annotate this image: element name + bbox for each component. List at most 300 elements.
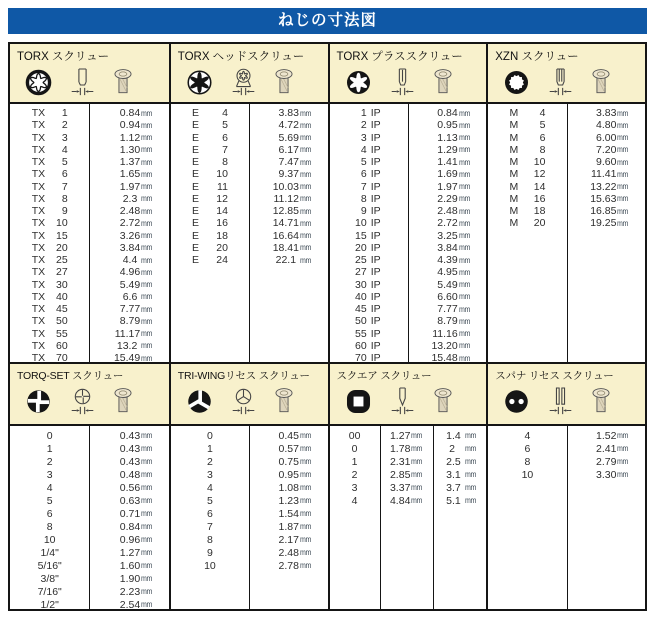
- dimension-number: 3.1: [446, 468, 464, 481]
- unit-label: mm: [141, 509, 153, 518]
- unit-label: mm: [299, 255, 311, 265]
- size-number: 10: [355, 217, 367, 230]
- unit-label: mm: [141, 145, 153, 155]
- dimension-value: [90, 533, 168, 546]
- size-suffix: IP: [370, 119, 381, 132]
- tri-wing-tip-diagram-icon: [230, 386, 257, 417]
- torq-set-screw-icon: [112, 387, 134, 416]
- unit-label: mm: [299, 444, 311, 453]
- unit-label: mm: [458, 341, 470, 351]
- size-number: 14: [216, 205, 228, 218]
- unit-label: mm: [299, 535, 311, 544]
- section-table: [10, 426, 169, 609]
- unit-label: mm: [617, 169, 629, 179]
- dimension-value: [90, 559, 168, 572]
- size-number: 40: [56, 290, 68, 303]
- dimension-number: 8.79: [119, 315, 141, 328]
- size-suffix: IP: [370, 290, 381, 303]
- dimension-number: 6.6: [122, 290, 141, 303]
- size-number: 8: [360, 192, 367, 205]
- unit-label: mm: [458, 182, 470, 192]
- unit-label: mm: [411, 483, 423, 492]
- dimension-number: 0.84: [119, 107, 141, 120]
- size-label: 1: [46, 442, 53, 455]
- dimension-value: [409, 193, 486, 205]
- dimension-number: 3.26: [119, 229, 141, 242]
- size-label: [171, 132, 249, 144]
- dimension-number: 1.97: [437, 180, 458, 193]
- unit-label: mm: [141, 292, 153, 302]
- size-prefix: E: [191, 205, 199, 218]
- size-label: 10: [521, 468, 534, 481]
- unit-label: mm: [411, 496, 423, 505]
- dimension-number: 1.54: [278, 507, 299, 520]
- dimension-value: [568, 119, 645, 131]
- size-label: 1/2": [40, 598, 59, 609]
- size-prefix: TX: [31, 217, 46, 230]
- size-prefix: TX: [31, 143, 46, 156]
- size-label: 5: [207, 494, 213, 507]
- size-number: 50: [355, 315, 367, 328]
- size-number: 10: [533, 156, 546, 169]
- tri-wing-recess-icon: [185, 387, 214, 416]
- section-icons: [10, 383, 169, 419]
- unit-label: mm: [299, 496, 311, 505]
- dimension-value: [250, 559, 327, 572]
- unit-label: mm: [458, 243, 470, 253]
- dimension-number: 6.00: [596, 131, 617, 144]
- dimension-value: [568, 132, 645, 144]
- size-number: 2: [61, 119, 68, 132]
- size-number: 6: [222, 131, 228, 144]
- unit-label: mm: [141, 182, 153, 192]
- torx-recess-icon: [24, 68, 53, 97]
- dimension-number: 4.72: [278, 119, 299, 132]
- torx-bit-diagram-icon: [69, 67, 96, 98]
- unit-label: mm: [299, 120, 311, 130]
- dimension-number: 7.77: [437, 303, 458, 316]
- dimension-value: [90, 266, 168, 278]
- size-number: 11: [217, 180, 228, 193]
- size-suffix: IP: [370, 192, 381, 205]
- dimension-value: [409, 266, 486, 278]
- size-number: 8: [222, 156, 228, 169]
- unit-label: mm: [141, 587, 153, 596]
- size-label: [330, 352, 408, 362]
- dimension-number: 7.47: [278, 156, 299, 169]
- dimension-number: 0.57: [278, 442, 299, 455]
- size-prefix: E: [191, 241, 199, 254]
- dimension-value: [90, 168, 168, 180]
- size-prefix: M: [509, 205, 519, 218]
- size-prefix: TX: [31, 229, 46, 242]
- size-label: [330, 303, 408, 315]
- unit-label: mm: [617, 145, 629, 155]
- dimension-number: 0.96: [119, 533, 141, 546]
- size-label: [330, 181, 408, 193]
- size-prefix: E: [191, 156, 199, 169]
- size-label: [10, 242, 89, 254]
- size-label: [488, 193, 566, 205]
- dimension-value: [90, 546, 168, 559]
- dimension-value: [250, 144, 327, 156]
- spanner-tip-diagram-icon: [547, 386, 574, 417]
- size-label: [10, 230, 89, 242]
- dimension-number: 0.95: [437, 119, 458, 132]
- size-label: 4: [207, 481, 213, 494]
- size-label: 5/16": [37, 559, 62, 572]
- torx-external-head-icon: [185, 68, 214, 97]
- dimension-number: 0.84: [437, 107, 458, 120]
- unit-label: mm: [141, 600, 153, 609]
- size-label: [330, 107, 408, 119]
- unit-label: mm: [617, 444, 629, 453]
- section-torx-plus: [328, 44, 487, 364]
- size-number: 10: [216, 168, 228, 181]
- unit-label: mm: [299, 145, 311, 155]
- unit-label: mm: [299, 457, 311, 466]
- dimension-value: [90, 291, 168, 303]
- dimension-value: [250, 193, 327, 205]
- dimension-value: [381, 442, 433, 455]
- size-suffix: IP: [370, 266, 381, 279]
- unit-label: mm: [141, 561, 153, 570]
- dimension-value: [568, 156, 645, 168]
- size-label: [10, 181, 89, 193]
- size-number: 16: [533, 192, 546, 205]
- unit-label: mm: [141, 108, 153, 118]
- size-label: [330, 279, 408, 291]
- dimension-value: [568, 205, 645, 217]
- dimension-value: [250, 494, 327, 507]
- dimension-value: [90, 193, 168, 205]
- size-number: 15: [56, 229, 68, 242]
- size-label: 10: [43, 533, 56, 546]
- dimension-value: [90, 119, 168, 131]
- dimension-value: [250, 205, 327, 217]
- dimension-value: [90, 303, 168, 315]
- unit-label: mm: [411, 470, 423, 479]
- size-prefix: TX: [31, 192, 46, 205]
- dimension-value: [250, 429, 327, 442]
- size-prefix: M: [509, 168, 519, 181]
- size-label: [330, 254, 408, 266]
- dimension-number: 1.4: [446, 429, 464, 442]
- dimension-number: 2.48: [278, 546, 299, 559]
- unit-label: mm: [617, 218, 629, 228]
- size-label: 7: [207, 520, 213, 533]
- size-number: 18: [216, 229, 228, 242]
- dimension-number: 10.03: [272, 180, 299, 193]
- section-table: [171, 104, 328, 362]
- size-prefix: E: [191, 217, 199, 230]
- size-label: [10, 144, 89, 156]
- dimension-value: [250, 107, 327, 119]
- size-label: [488, 144, 566, 156]
- dimension-value: [381, 429, 433, 442]
- page-title: ねじの寸法図: [8, 8, 647, 34]
- dimension-value: [90, 494, 168, 507]
- unit-label: mm: [299, 157, 311, 167]
- dimension-number: 13.22: [590, 180, 617, 193]
- dimension-number: 1.65: [119, 168, 141, 181]
- size-label: [10, 254, 89, 266]
- size-label: [171, 242, 249, 254]
- size-label: 9: [207, 546, 213, 559]
- unit-label: mm: [141, 496, 153, 505]
- dimension-number: 11.12: [273, 192, 299, 205]
- dimension-number: 15.49: [113, 352, 141, 362]
- dimension-number: 2.78: [278, 559, 299, 572]
- section-torx: [10, 44, 169, 364]
- dimension-value: [90, 315, 168, 327]
- size-label: [10, 315, 89, 327]
- square-recess-icon: [344, 387, 373, 416]
- size-label: [171, 144, 249, 156]
- dimension-number: 2.3: [122, 192, 141, 205]
- size-label: [488, 119, 566, 131]
- dimension-value: [250, 217, 327, 229]
- dimension-number: 9.37: [278, 168, 299, 181]
- size-label: 0: [351, 442, 358, 455]
- dimension-number: 0.95: [278, 468, 299, 481]
- dimension-number: 0.75: [278, 455, 299, 468]
- unit-label: mm: [141, 120, 153, 130]
- size-prefix: TX: [31, 205, 46, 218]
- dimension-value: [381, 494, 433, 507]
- size-number: 1: [360, 107, 367, 120]
- dimension-value: [409, 107, 486, 119]
- unit-label: mm: [458, 157, 470, 167]
- unit-label: mm: [617, 206, 629, 216]
- unit-label: mm: [458, 304, 470, 314]
- size-number: 5: [222, 119, 228, 132]
- dimension-number: 9.60: [596, 156, 617, 169]
- dimension-number: 2.48: [437, 205, 458, 218]
- size-prefix: E: [191, 143, 199, 156]
- size-prefix: TX: [31, 327, 46, 340]
- section-table: [10, 104, 169, 362]
- unit-label: mm: [458, 316, 470, 326]
- xzn-bit-diagram-icon: [547, 67, 574, 98]
- torx-head-screw-icon: [273, 68, 295, 97]
- size-label: [488, 181, 566, 193]
- unit-label: mm: [299, 561, 311, 570]
- dimension-value: [568, 455, 645, 468]
- dimension-number: 13.20: [431, 339, 458, 352]
- section-title: XZN スクリュー: [495, 51, 579, 63]
- dimension-number: 1.37: [119, 156, 141, 169]
- dimension-number: 2.48: [119, 205, 141, 218]
- unit-label: mm: [141, 329, 153, 339]
- size-number: 60: [355, 339, 367, 352]
- dimension-number: 5.1: [446, 494, 464, 507]
- unit-label: mm: [299, 182, 311, 192]
- size-number: 2: [360, 119, 367, 132]
- dimension-value: [90, 572, 168, 585]
- dimension-number: 0.45: [278, 429, 299, 442]
- size-label: 2: [46, 455, 53, 468]
- size-suffix: IP: [370, 278, 381, 291]
- size-label: [10, 107, 89, 119]
- dimension-value: [90, 107, 168, 119]
- size-label: [330, 291, 408, 303]
- dimension-value: [250, 468, 327, 481]
- size-prefix: E: [191, 254, 199, 267]
- dimension-number: 2.29: [437, 192, 458, 205]
- unit-label: mm: [458, 194, 470, 204]
- dimension-number: 2.31: [389, 455, 411, 468]
- dimension-value: [568, 468, 645, 481]
- dimension-value: [250, 156, 327, 168]
- size-label: [10, 291, 89, 303]
- size-prefix: TX: [31, 303, 46, 316]
- size-label: [330, 119, 408, 131]
- size-label: [171, 205, 249, 217]
- size-number: 4: [61, 143, 68, 156]
- size-number: 55: [56, 327, 68, 340]
- spanner-screw-icon: [590, 387, 612, 416]
- size-label: 00: [348, 429, 361, 442]
- size-label: 4: [351, 494, 358, 507]
- dimension-value: [381, 468, 433, 481]
- unit-label: mm: [464, 470, 476, 479]
- size-number: 7: [61, 180, 68, 193]
- section-header: [171, 44, 328, 104]
- size-number: 3: [360, 131, 367, 144]
- unit-label: mm: [458, 267, 470, 277]
- dimension-number: 2.72: [119, 217, 141, 230]
- dimension-number: 3.84: [119, 241, 141, 254]
- size-label: [10, 168, 89, 180]
- unit-label: mm: [299, 218, 311, 228]
- size-label: 0: [46, 429, 53, 442]
- dimension-value: [250, 254, 327, 266]
- section-spanner: [486, 364, 645, 609]
- unit-label: mm: [617, 470, 629, 479]
- unit-label: mm: [617, 133, 629, 143]
- size-prefix: TX: [31, 180, 46, 193]
- size-prefix: TX: [31, 168, 46, 181]
- dimension-value: [90, 132, 168, 144]
- dimension-value: [90, 442, 168, 455]
- dimension-number: 2.41: [596, 442, 617, 455]
- size-label: [330, 217, 408, 229]
- size-label: [10, 119, 89, 131]
- dimension-number: 0.43: [119, 442, 141, 455]
- unit-label: mm: [141, 522, 153, 531]
- dimension-value: [90, 181, 168, 193]
- size-number: 12: [216, 192, 228, 205]
- size-suffix: IP: [370, 241, 381, 254]
- dimension-value: [381, 455, 433, 468]
- section-table: [330, 104, 487, 362]
- size-number: 50: [56, 315, 68, 328]
- dimension-number: 0.43: [119, 429, 141, 442]
- unit-label: mm: [299, 243, 311, 253]
- size-label: [10, 279, 89, 291]
- dimension-value: [568, 168, 645, 180]
- dimension-value: [250, 507, 327, 520]
- size-label: [330, 315, 408, 327]
- dimension-value: [409, 230, 486, 242]
- dimension-number: 6.60: [437, 290, 458, 303]
- size-label: [10, 205, 89, 217]
- dimension-number: 7.77: [119, 303, 141, 316]
- size-suffix: IP: [370, 254, 381, 267]
- dimension-value: [434, 494, 486, 507]
- dimension-number: 1.30: [119, 143, 141, 156]
- size-label: [488, 205, 566, 217]
- size-label: [10, 193, 89, 205]
- unit-label: mm: [617, 182, 629, 192]
- dimension-number: 1.27: [119, 546, 141, 559]
- unit-label: mm: [464, 496, 476, 505]
- dimension-number: 11.41: [590, 168, 617, 181]
- section-icons: [488, 383, 645, 419]
- dimension-number: 0.63: [119, 494, 141, 507]
- dimension-number: 1.29: [437, 143, 458, 156]
- unit-label: mm: [458, 329, 470, 339]
- size-number: 10: [56, 217, 68, 230]
- section-torx-head: [169, 44, 328, 364]
- dimension-number: 1.08: [278, 481, 299, 494]
- section-title: スパナ リセス スクリュー: [495, 370, 614, 382]
- dimension-number: 1.97: [119, 180, 141, 193]
- size-label: 3/8": [40, 572, 59, 585]
- section-icons: [171, 383, 328, 419]
- size-label: [488, 156, 566, 168]
- dimension-number: 7.20: [596, 143, 617, 156]
- unit-label: mm: [141, 133, 153, 143]
- unit-label: mm: [141, 267, 153, 277]
- torx-plus-recess-icon: [344, 68, 373, 97]
- dimension-number: 2.85: [389, 468, 411, 481]
- unit-label: mm: [299, 483, 311, 492]
- dimension-number: 1.60: [119, 559, 141, 572]
- dimension-value: [90, 230, 168, 242]
- dimension-value: [250, 230, 327, 242]
- size-prefix: M: [509, 192, 519, 205]
- dimension-value: [90, 352, 168, 362]
- size-label: [330, 230, 408, 242]
- unit-label: mm: [458, 206, 470, 216]
- size-prefix: TX: [31, 266, 46, 279]
- size-number: 3: [61, 131, 68, 144]
- size-number: 6: [539, 131, 546, 144]
- dimension-value: [409, 181, 486, 193]
- dimension-value: [434, 455, 486, 468]
- dimension-number: 2.54: [119, 598, 141, 609]
- dimension-value: [90, 217, 168, 229]
- unit-label: mm: [458, 292, 470, 302]
- unit-label: mm: [458, 108, 470, 118]
- size-label: [330, 144, 408, 156]
- dimension-value: [90, 328, 168, 340]
- section-icons: [10, 64, 169, 100]
- section-header: [488, 44, 645, 104]
- size-number: 25: [355, 254, 367, 267]
- dimension-value: [409, 242, 486, 254]
- size-suffix: IP: [370, 217, 381, 230]
- size-number: 12: [533, 168, 546, 181]
- size-suffix: IP: [370, 205, 381, 218]
- size-label: 6: [524, 442, 531, 455]
- dimension-number: 1.12: [119, 131, 141, 144]
- unit-label: mm: [141, 470, 153, 479]
- dimension-value: [409, 328, 486, 340]
- unit-label: mm: [141, 280, 153, 290]
